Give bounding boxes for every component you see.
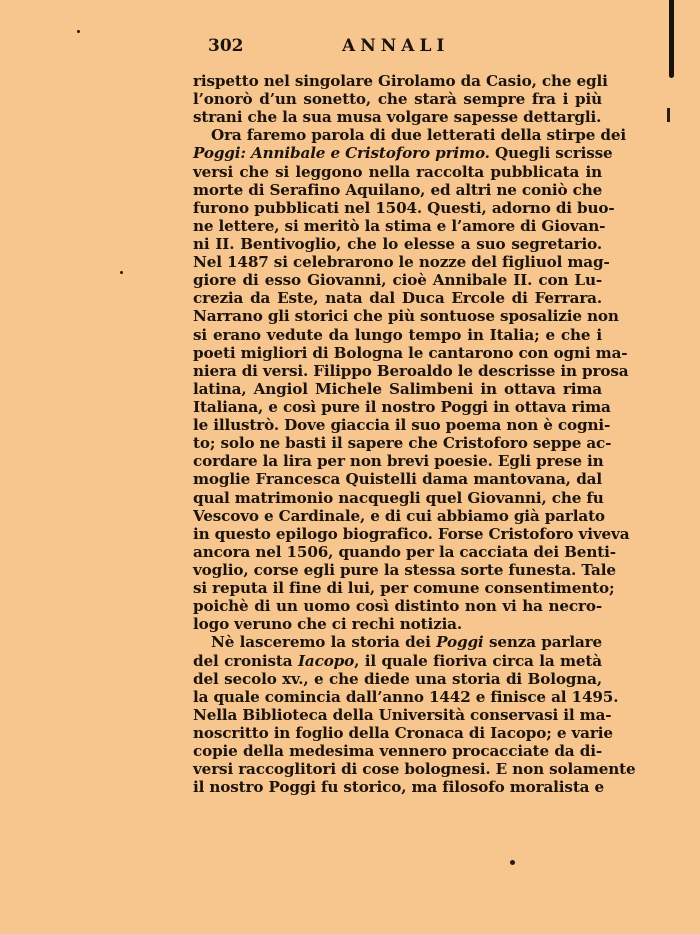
text-line: rispetto nel singolare Girolamo da Casio, che egli — [193, 72, 608, 90]
text-line: moglie Francesca Quistelli dama mantovana, dal — [193, 470, 602, 489]
binding-edge-mark — [667, 108, 670, 122]
text-line: versi che si leggono nella raccolta pubblicata in — [193, 162, 602, 181]
text-line: Ora faremo parola di due letterati della stirpe dei — [211, 126, 626, 145]
text-line: ancora nel 1506, quando per la cacciata dei Benti- — [193, 542, 616, 561]
text-line: morte di Serafino Aquilano, ed altri ne coniò che — [193, 180, 603, 199]
text-line: ne lettere, si meritò la stima e l’amore di Giovan- — [193, 216, 606, 235]
text-line: Nel 1487 si celebrarono le nozze del figliuol mag- — [193, 253, 610, 272]
text-line: l’onorò d’un sonetto, che starà sempre fra i più — [193, 90, 602, 109]
text-line: Vescovo e Cardinale, e di cui abbiamo già parlato — [193, 506, 605, 525]
text-line: strani che la sua musa volgare sapesse dettargli. — [193, 108, 602, 127]
text-line: giore di esso Giovanni, cioè Annibale II. con Lu- — [193, 271, 602, 290]
text-line: del secolo xv., e che diede una storia di Bologna, — [193, 669, 602, 688]
text-line: Nella Biblioteca della Università conservasi il ma- — [193, 705, 612, 724]
text-line: noscritto in foglio della Cronaca di Iacopo; e varie — [193, 723, 613, 742]
page-number: 302 — [208, 36, 244, 56]
text-line: in questo epilogo biografico. Forse Cristoforo viveva — [193, 524, 630, 543]
text-line: la quale comincia dall’anno 1442 e finisce al 1495. — [193, 687, 619, 706]
text-line: logo veruno che ci rechi notizia. — [193, 615, 463, 634]
text-line: versi raccoglitori di cose bolognesi. E non solamente — [193, 760, 636, 779]
text-line: il nostro Poggi fu storico, ma filosofo moralista e — [193, 778, 605, 797]
text-line: Poggi: Annibale e Cristoforo primo. Quegli scrisse — [193, 144, 613, 163]
text-line: copie della medesima vennero procacciate da di- — [193, 742, 602, 761]
binding-edge-mark — [669, 0, 674, 78]
ink-speck — [77, 30, 80, 33]
body-text — [193, 72, 636, 797]
text-line: Italiana, e così pure il nostro Poggi in ottava rima — [193, 397, 611, 416]
text-line: poeti migliori di Bologna le cantarono con ogni ma- — [193, 343, 628, 362]
text-line: niera di versi. Filippo Beroaldo le descrisse in prosa — [193, 361, 629, 380]
text-line: le illustrò. Dove giaccia il suo poema non è cogni- — [193, 416, 611, 435]
text-line: qual matrimonio nacquegli quel Giovanni, che fu — [193, 488, 604, 507]
ink-speck — [510, 860, 515, 865]
text-line: si erano vedute da lungo tempo in Italia; e che i — [193, 325, 602, 344]
page-header — [208, 36, 448, 60]
text-line: ni II. Bentivoglio, che lo elesse a suo segretario. — [193, 234, 602, 253]
text-line: si reputa il fine di lui, per comune consentimento; — [193, 579, 615, 598]
text-line: poichè di un uomo così distinto non vi ha necro- — [193, 597, 602, 616]
text-line: Nè lasceremo la storia dei Poggi senza parlare — [211, 633, 602, 652]
text-line: latina, Angiol Michele Salimbeni in ottava rima — [193, 379, 602, 398]
text-line: cordare la lira per non brevi poesie. Egli prese in — [193, 452, 604, 471]
text-line: crezia da Este, nata dal Duca Ercole di Ferrara. — [193, 289, 602, 308]
text-line: furono pubblicati nel 1504. Questi, adorno di buo- — [193, 198, 615, 217]
text-line: to; solo ne basti il sapere che Cristoforo seppe ac- — [193, 434, 612, 453]
text-line: Narrano gli storici che più sontuose sposalizie non — [193, 307, 619, 326]
text-line: del cronista Iacopo, il quale fioriva circa la metà — [193, 651, 602, 670]
text-line: voglio, corse egli pure la stessa sorte funesta. Tale — [193, 560, 616, 579]
ink-speck — [120, 271, 123, 274]
running-head: ANNALI — [342, 36, 450, 56]
